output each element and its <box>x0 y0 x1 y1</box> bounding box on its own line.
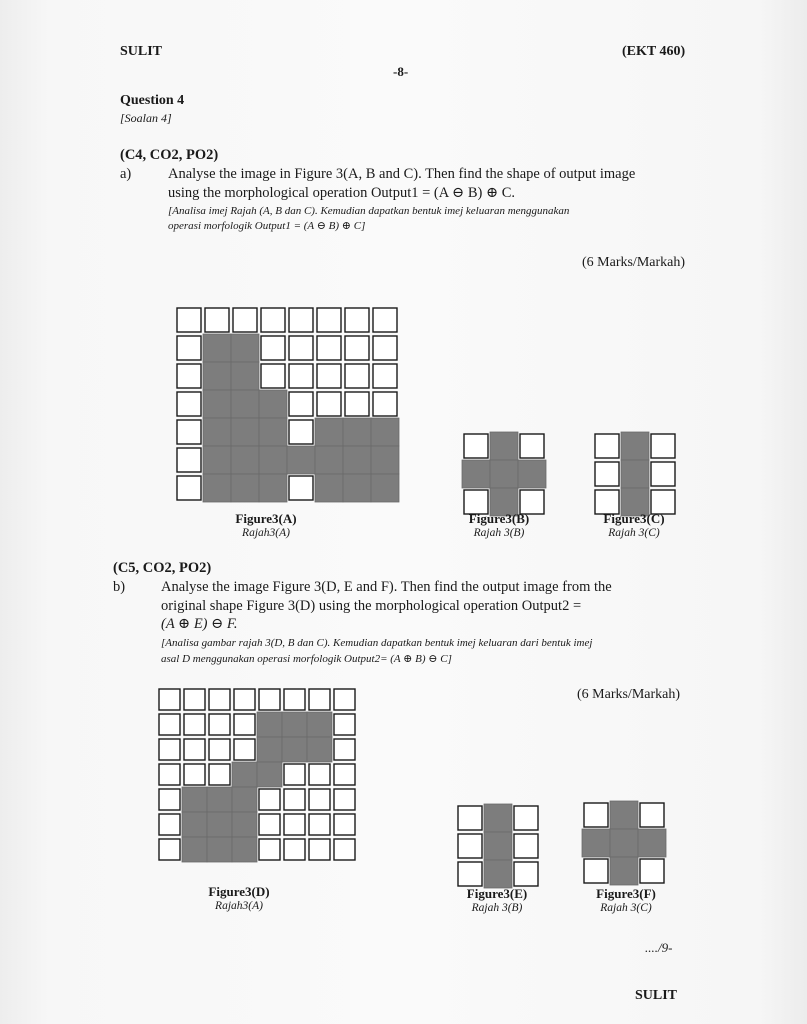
pixel-empty <box>289 308 313 332</box>
pixel-empty <box>317 364 341 388</box>
pixel-empty <box>234 739 255 760</box>
pixel-empty <box>595 434 619 458</box>
pixel-fill-block <box>203 418 231 446</box>
pixel-fill-block <box>232 812 257 837</box>
pixel-empty <box>334 789 355 810</box>
pixel-empty <box>184 689 205 710</box>
pixel-fill-block <box>232 787 257 812</box>
pixel-empty <box>261 364 285 388</box>
pixel-empty <box>373 392 397 416</box>
figure-3e-title: Figure3(E) <box>466 886 528 901</box>
figure-3a-subtitle: Rajah3(A) <box>242 527 290 539</box>
figure-3f-grid <box>581 800 667 886</box>
pixel-empty <box>184 714 205 735</box>
pixel-empty <box>209 689 230 710</box>
pixel-fill-block <box>315 418 343 446</box>
pixel-fill-block <box>182 812 207 837</box>
pixel-fill-block <box>343 446 371 474</box>
pixel-fill-block <box>343 474 371 502</box>
pixel-empty <box>345 308 369 332</box>
pixel-fill-block <box>371 418 399 446</box>
pixel-fill-block <box>638 829 666 857</box>
pixel-empty <box>177 420 201 444</box>
pixel-empty <box>177 336 201 360</box>
pixel-empty <box>464 434 488 458</box>
pixel-empty <box>309 764 330 785</box>
pixel-fill-block <box>203 390 231 418</box>
figure-c-svg <box>592 431 678 517</box>
pixel-empty <box>159 714 180 735</box>
figure-3d-caption <box>179 884 299 912</box>
pixel-empty <box>373 308 397 332</box>
pixel-fill-block <box>182 837 207 862</box>
pixel-empty <box>289 476 313 500</box>
part-b-ms-line2: asal D menggunakan operasi morfologik Output2= (A ⊕ B) ⊖ C] <box>161 653 452 665</box>
figure-a-svg <box>174 305 400 503</box>
pixel-empty <box>289 336 313 360</box>
pixel-empty <box>514 862 538 886</box>
pixel-fill-block <box>257 762 282 787</box>
pixel-empty <box>259 689 280 710</box>
pixel-empty <box>373 364 397 388</box>
figure-3d-subtitle: Rajah3(A) <box>215 900 263 912</box>
pixel-empty <box>159 739 180 760</box>
pixel-empty <box>640 803 664 827</box>
part-a-line1: Analyse the image in Figure 3(A, B and C). Then find the shape of output image <box>168 166 636 182</box>
figure-3b-caption <box>439 511 559 539</box>
part-a-label: a) <box>120 166 132 182</box>
pixel-empty <box>584 859 608 883</box>
pixel-fill-block <box>610 801 638 829</box>
pixel-empty <box>159 839 180 860</box>
pixel-empty <box>289 364 313 388</box>
pixel-empty <box>177 308 201 332</box>
pixel-empty <box>259 839 280 860</box>
pixel-fill-block <box>203 446 231 474</box>
pixel-empty <box>334 739 355 760</box>
pixel-fill-block <box>484 804 512 832</box>
figure-3a-caption <box>206 511 326 539</box>
footer-sulit: SULIT <box>635 988 678 1003</box>
figure-e-svg <box>455 803 541 889</box>
header-sulit: SULIT <box>120 44 163 59</box>
pixel-empty <box>209 739 230 760</box>
pixel-empty <box>284 789 305 810</box>
pixel-empty <box>640 859 664 883</box>
pixel-fill-block <box>259 390 287 418</box>
pixel-fill-block <box>621 460 649 488</box>
pixel-empty <box>373 336 397 360</box>
pixel-empty <box>159 789 180 810</box>
pixel-fill-block <box>484 832 512 860</box>
pixel-empty <box>261 308 285 332</box>
figure-3a-title: Figure3(A) <box>235 511 297 526</box>
figure-b-svg <box>461 431 547 517</box>
pixel-empty <box>184 739 205 760</box>
part-a-ms-line2: operasi morfologik Output1 = (A ⊖ B) ⊕ C] <box>168 220 366 232</box>
pixel-empty <box>284 764 305 785</box>
pixel-fill-block <box>207 787 232 812</box>
pixel-fill-block <box>231 390 259 418</box>
pixel-empty <box>159 814 180 835</box>
pixel-empty <box>259 789 280 810</box>
part-b-marks: (6 Marks/Markah) <box>577 687 681 702</box>
pixel-fill-block <box>259 446 287 474</box>
figure-d-svg <box>156 686 358 863</box>
figure-3b-subtitle: Rajah 3(B) <box>473 527 525 539</box>
figure-3c-grid <box>592 431 678 517</box>
pixel-empty <box>261 336 285 360</box>
pixel-fill-block <box>231 418 259 446</box>
pixel-empty <box>233 308 257 332</box>
pixel-empty <box>159 764 180 785</box>
pixel-empty <box>177 448 201 472</box>
part-b-ms-line1: [Analisa gambar rajah 3(D, B dan C). Kemudian dapatkan bentuk imej keluaran dari bentuk imej <box>161 637 593 649</box>
pixel-fill-block <box>203 362 231 390</box>
pixel-empty <box>289 392 313 416</box>
pixel-empty <box>458 862 482 886</box>
pixel-empty <box>514 834 538 858</box>
figure-f-svg <box>581 800 667 886</box>
pixel-empty <box>284 689 305 710</box>
pixel-empty <box>334 839 355 860</box>
pixel-fill-block <box>315 474 343 502</box>
pixel-empty <box>309 814 330 835</box>
pixel-empty <box>177 476 201 500</box>
pixel-fill-block <box>582 829 610 857</box>
pixel-fill-block <box>282 737 307 762</box>
part-b-line2: original shape Figure 3(D) using the morphological operation Output2 = <box>161 598 582 614</box>
part-a-line2: using the morphological operation Output1 = (A ⊖ B) ⊕ C. <box>168 185 516 201</box>
part-b-label: b) <box>113 579 126 595</box>
pixel-fill-block <box>207 837 232 862</box>
figure-3b-title: Figure3(B) <box>468 511 530 526</box>
figure-3e-caption <box>437 886 557 914</box>
pixel-empty <box>595 462 619 486</box>
pixel-empty <box>345 336 369 360</box>
part-a-tag: (C4, CO2, PO2) <box>120 147 219 163</box>
pixel-empty <box>309 839 330 860</box>
pixel-empty <box>284 839 305 860</box>
pixel-fill-block <box>207 812 232 837</box>
part-a-marks: (6 Marks/Markah) <box>582 255 686 270</box>
part-b-tag: (C5, CO2, PO2) <box>113 560 212 576</box>
pixel-fill-block <box>307 737 332 762</box>
pixel-fill-block <box>518 460 546 488</box>
pixel-empty <box>334 764 355 785</box>
pixel-empty <box>651 462 675 486</box>
pixel-empty <box>458 806 482 830</box>
figure-3d-grid <box>156 686 358 863</box>
pixel-empty <box>334 814 355 835</box>
pixel-fill-block <box>231 446 259 474</box>
figure-3e-grid <box>455 803 541 889</box>
pixel-fill-block <box>484 860 512 888</box>
pixel-empty <box>345 392 369 416</box>
pixel-empty <box>209 764 230 785</box>
pixel-fill-block <box>231 474 259 502</box>
pixel-fill-block <box>282 712 307 737</box>
pixel-empty <box>259 814 280 835</box>
pixel-empty <box>184 764 205 785</box>
pixel-fill-block <box>371 474 399 502</box>
pixel-empty <box>177 392 201 416</box>
pixel-fill-block <box>462 460 490 488</box>
pixel-empty <box>289 420 313 444</box>
figure-3b-grid <box>461 431 547 517</box>
pixel-empty <box>284 814 305 835</box>
pixel-fill-block <box>621 432 649 460</box>
pixel-empty <box>334 714 355 735</box>
pixel-fill-block <box>232 837 257 862</box>
pixel-fill-block <box>231 334 259 362</box>
pixel-empty <box>234 689 255 710</box>
pixel-empty <box>584 803 608 827</box>
pixel-empty <box>177 364 201 388</box>
pixel-fill-block <box>610 829 638 857</box>
pixel-fill-block <box>182 787 207 812</box>
page-number: -8- <box>393 64 409 79</box>
pixel-empty <box>514 806 538 830</box>
pixel-fill-block <box>257 712 282 737</box>
figure-3c-caption <box>574 511 694 539</box>
figure-3d-title: Figure3(D) <box>208 884 270 899</box>
pixel-empty <box>458 834 482 858</box>
header-course-code: (EKT 460) <box>622 44 686 59</box>
pixel-fill-block <box>307 712 332 737</box>
figure-3c-subtitle: Rajah 3(C) <box>608 527 660 539</box>
pixel-fill-block <box>315 446 343 474</box>
pixel-empty <box>309 789 330 810</box>
part-b-line1: Analyse the image Figure 3(D, E and F). Then find the output image from the <box>161 579 612 595</box>
pixel-empty <box>309 689 330 710</box>
question-title: Question 4 <box>120 93 185 108</box>
pixel-empty <box>651 434 675 458</box>
pixel-fill-block <box>259 418 287 446</box>
pixel-fill-block <box>232 762 257 787</box>
question-title-ms: [Soalan 4] <box>120 111 172 125</box>
pixel-empty <box>209 714 230 735</box>
pixel-fill-block <box>343 418 371 446</box>
pixel-fill-block <box>490 432 518 460</box>
pixel-empty <box>317 308 341 332</box>
pixel-empty <box>234 714 255 735</box>
pixel-empty <box>317 392 341 416</box>
pixel-fill-block <box>203 474 231 502</box>
figure-3f-subtitle: Rajah 3(C) <box>600 902 652 914</box>
pixel-fill-block <box>371 446 399 474</box>
pixel-empty <box>334 689 355 710</box>
part-b-line3: (A ⊕ E) ⊖ F. <box>161 616 238 632</box>
figure-3f-caption <box>566 886 686 914</box>
pixel-fill-block <box>490 460 518 488</box>
figure-3f-title: Figure3(F) <box>596 886 656 901</box>
continue-marker: ..../9- <box>645 940 673 955</box>
pixel-empty <box>520 434 544 458</box>
pixel-empty <box>159 689 180 710</box>
pixel-empty <box>345 364 369 388</box>
pixel-fill-block <box>231 362 259 390</box>
pixel-empty <box>205 308 229 332</box>
pixel-fill-block <box>287 446 315 474</box>
pixel-fill-block <box>257 737 282 762</box>
figure-3c-title: Figure3(C) <box>603 511 665 526</box>
part-a-ms-line1: [Analisa imej Rajah (A, B dan C). Kemudian dapatkan bentuk imej keluaran menggunakan <box>168 205 570 217</box>
pixel-fill-block <box>610 857 638 885</box>
figure-3e-subtitle: Rajah 3(B) <box>471 902 523 914</box>
pixel-fill-block <box>259 474 287 502</box>
pixel-empty <box>317 336 341 360</box>
pixel-fill-block <box>203 334 231 362</box>
figure-3a-grid <box>174 305 400 503</box>
